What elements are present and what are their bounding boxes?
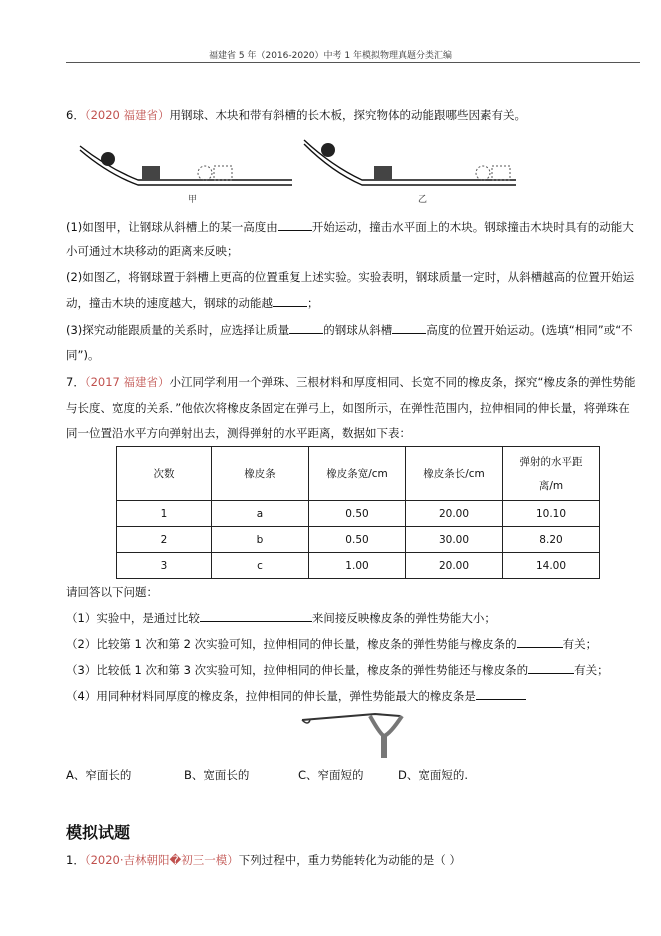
question-6-part-2: (2)如图乙，将钢球置于斜槽上更高的位置重复上述实验。实验表明，钢球质量一定时，从斜槽越高的位置开始运 xyxy=(66,270,635,284)
header-line: 离/m xyxy=(538,479,564,492)
sub-text: 有关； xyxy=(574,663,609,677)
block-ghost xyxy=(214,166,232,180)
part-text: 高度的位置开始运动。(选填“相同”或“不 xyxy=(426,323,633,337)
question-6-part-1-cont: 小可通过木块移动的距离来反映； xyxy=(66,244,239,258)
question-text: 小江同学利用一个弹珠、三根材料和厚度相同、长宽不同的橡皮条，探究“橡皮条的弹性势能 xyxy=(169,375,636,389)
header-line: 弹射的水平距 xyxy=(519,455,583,468)
steel-ball xyxy=(321,143,335,157)
question-6-part-1 xyxy=(66,219,646,235)
table-cell: 20.00 xyxy=(406,501,503,527)
question-text: 下列过程中，重力势能转化为动能的是（ ） xyxy=(238,853,461,867)
wood-block xyxy=(142,166,160,180)
question-7-stem-cont: 与长度、宽度的关系．”他依次将橡皮条固定在弹弓上，如图所示，在弹性范围内，拉伸相同的伸长量，将弹珠在 xyxy=(66,401,630,415)
table-header-cell: 橡皮条 xyxy=(212,447,309,501)
question-6-part-3-cont: 同”)。 xyxy=(66,348,100,362)
question-6-stem xyxy=(66,107,646,123)
table-header-cell: 次数 xyxy=(117,447,212,501)
answer-blank[interactable] xyxy=(289,323,323,334)
part-text: 动，撞击木块的速度越大，钢球的动能越 xyxy=(66,296,273,310)
sub-text: 来间接反映橡皮条的弹性势能大小； xyxy=(311,611,496,625)
incline-track xyxy=(304,140,516,180)
question-7-sub-3 xyxy=(66,662,646,678)
question-6-part-2-cont xyxy=(66,295,646,311)
table-cell: 10.10 xyxy=(503,501,600,527)
part-text: (3)探究动能跟质量的关系时，应选择让质量 xyxy=(66,323,290,337)
table-cell: 0.50 xyxy=(309,501,406,527)
question-7-stem xyxy=(66,374,646,390)
option-c[interactable]: C、窄面短的 xyxy=(298,768,364,782)
table-cell: c xyxy=(212,553,309,579)
table-cell: 2 xyxy=(117,527,212,553)
table-header-cell xyxy=(503,447,600,501)
answer-blank[interactable] xyxy=(278,220,312,231)
slingshot-figure xyxy=(300,712,410,760)
table-cell: 20.00 xyxy=(406,553,503,579)
answer-blank[interactable] xyxy=(476,689,526,700)
figure-label-jia: 甲 xyxy=(188,195,198,205)
sub-text: （2）比较第 1 次和第 2 次实验可知，拉伸相同的伸长量，橡皮条的弹性势能与橡皮条的 xyxy=(66,637,517,651)
data-table xyxy=(116,446,600,579)
question-7-prompt: 请回答以下问题： xyxy=(66,585,158,599)
figure-jia xyxy=(78,138,298,208)
page-header: 福建省 5 年（2016-2020）中考 1 年模拟物理真题分类汇编 xyxy=(209,51,452,61)
answer-blank[interactable] xyxy=(273,296,307,307)
part-text: 开始运动，撞击水平面上的木块。钢球撞击木块时具有的动能大 xyxy=(311,220,634,234)
option-a[interactable]: A、窄面长的 xyxy=(66,768,132,782)
answer-blank[interactable] xyxy=(200,611,312,622)
question-text: 用钢球、木块和带有斜槽的长木板，探究物体的动能跟哪些因素有关。 xyxy=(169,108,526,122)
ball-ghost xyxy=(476,166,490,180)
table-row xyxy=(117,501,600,527)
table-cell: 3 xyxy=(117,553,212,579)
slingshot-fork xyxy=(370,716,402,736)
table-header-row xyxy=(117,447,600,501)
answer-blank[interactable] xyxy=(517,637,563,648)
table-cell: 14.00 xyxy=(503,553,600,579)
question-7-stem-cont2: 同一位置沿水平方向弹射出去，测得弹射的水平距离，数据如下表： xyxy=(66,426,411,440)
table-cell: 8.20 xyxy=(503,527,600,553)
question-1-stem xyxy=(66,852,646,868)
question-source: （2017 福建省） xyxy=(84,375,170,389)
question-number: 1． xyxy=(66,853,85,867)
table-cell: 1.00 xyxy=(309,553,406,579)
part-text: (1)如图甲，让钢球从斜槽上的某一高度由 xyxy=(66,220,278,234)
answer-blank[interactable] xyxy=(528,663,574,674)
question-number: 6． xyxy=(66,108,85,122)
option-d[interactable]: D、宽面短的. xyxy=(398,768,469,782)
option-b[interactable]: B、宽面长的 xyxy=(184,768,250,782)
question-6-part-3 xyxy=(66,322,646,338)
question-7-sub-1 xyxy=(66,610,646,626)
figure-yi xyxy=(302,138,522,208)
part-text: 的钢球从斜槽 xyxy=(323,323,393,337)
question-number: 7． xyxy=(66,375,85,389)
table-header-cell: 橡皮条宽/cm xyxy=(309,447,406,501)
table-header-cell: 橡皮条长/cm xyxy=(406,447,503,501)
answer-blank[interactable] xyxy=(392,323,426,334)
header-rule xyxy=(66,62,640,63)
table-cell: 0.50 xyxy=(309,527,406,553)
ball-ghost xyxy=(198,166,212,180)
table-cell: 30.00 xyxy=(406,527,503,553)
rubber-band xyxy=(302,714,400,720)
sub-text: （1）实验中，是通过比较 xyxy=(66,611,200,625)
slingshot-handle xyxy=(381,736,387,758)
section-title: 模拟试题 xyxy=(66,823,131,842)
block-ghost xyxy=(492,166,510,180)
wood-block xyxy=(374,166,392,180)
table-cell: a xyxy=(212,501,309,527)
figure-label-yi: 乙 xyxy=(418,195,428,205)
sub-text: 有关； xyxy=(562,637,598,651)
table-row xyxy=(117,553,600,579)
question-source: （2020 福建省） xyxy=(84,108,170,122)
part-text: ； xyxy=(307,296,319,310)
question-source: （2020·吉林朝阳�初三一模） xyxy=(84,853,239,867)
sub-text: （4）用同种材料同厚度的橡皮条，拉伸相同的伸长量，弹性势能最大的橡皮条是 xyxy=(66,689,476,703)
question-7-sub-2 xyxy=(66,636,646,652)
table-cell: 1 xyxy=(117,501,212,527)
question-7-sub-4 xyxy=(66,688,646,704)
sub-text: （3）比较低 1 次和第 3 次实验可知，拉伸相同的伸长量，橡皮条的弹性势能还与橡皮条的 xyxy=(66,663,529,677)
steel-ball xyxy=(101,152,115,166)
table-row xyxy=(117,527,600,553)
table-cell: b xyxy=(212,527,309,553)
